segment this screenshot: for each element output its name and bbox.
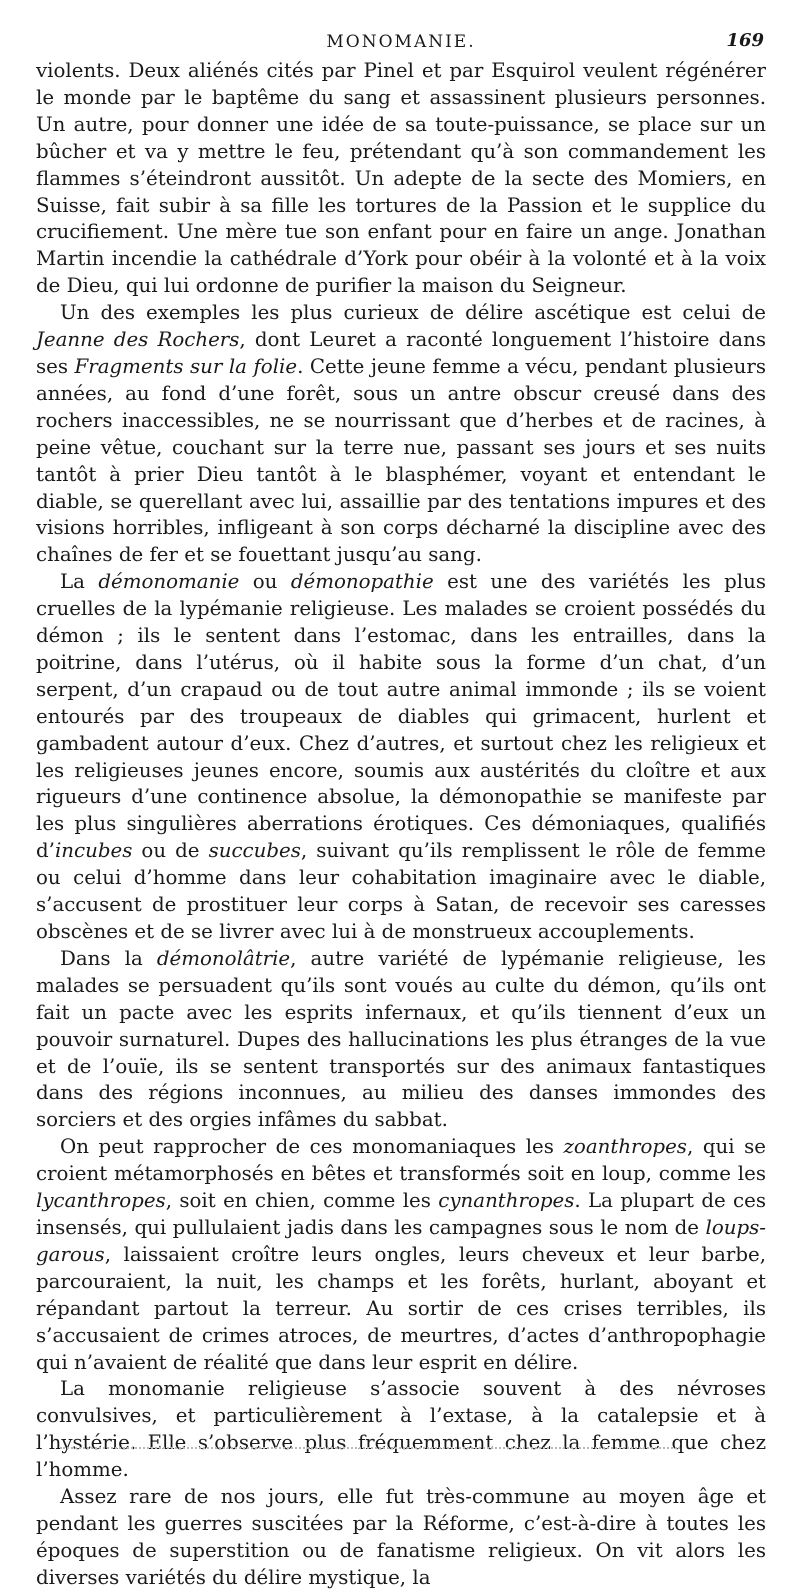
- italic-term: lycanthropes: [36, 1189, 166, 1213]
- page-header: [36, 28, 766, 58]
- text-run: est une des variétés les plus cruelles de la lypémanie religieuse. Les malades se croient possédés du démon ; ils le sentent dans l’estomac, dans les entrailles, dans la poitrine, dans l’utérus, où il habite sous la forme d’un chat, d’un serpent, d’un crapaud ou de tout autre animal immonde ; ils se voient entourés par des troupeaux de diables qui grimacent, hurlent et gambadent autour d’eux. Chez d’autres, et surtout chez les religieux et les religieuses jeunes encore, soumis aux austérités du cloître et aux rigueurs d’une continence absolue, la démonopathie se manifeste par les plus singulières aberrations érotiques. Ces démoniaques, qualifiés d’: [36, 570, 766, 863]
- text-run: , autre variété de lypémanie religieuse, les malades se persuadent qu’ils sont voués au culte du démon, qu’ils ont fait un pacte avec les esprits infernaux, et qu’ils tiennent d’eux un pouvoir surnaturel. Dupes des hallucinations les plus étranges de la vue et de l’ouïe, ils se sentent transportés sur des animaux fantastiques dans des régions inconnues, au milieu des danses immondes des sorciers et des orgies infâmes du sabbat.: [36, 946, 766, 1132]
- italic-term: démonomanie: [98, 570, 240, 594]
- text-run: , suivant qu’ils remplissent le rôle de femme ou celui d’homme dans leur cohabitation imaginaire avec le diable, s’accusent de prostituer leur corps à Satan, de recevoir ses caresses obscènes et de se livrer avec lui à de monstrueux accouplements.: [36, 839, 766, 943]
- paragraph: [36, 1134, 766, 1376]
- paragraph: [36, 58, 766, 300]
- text-run: ou de: [132, 839, 209, 863]
- text-run: ou: [239, 570, 291, 594]
- running-title: MONOMANIE.: [326, 32, 476, 52]
- italic-term: cynanthropes: [438, 1189, 575, 1213]
- text-run: La: [60, 570, 99, 594]
- paragraph: [36, 1376, 766, 1484]
- italic-term: loups-garous: [36, 1215, 766, 1266]
- italic-term: démonolâtrie: [156, 946, 291, 970]
- text-run: On peut rapprocher de ces monomaniaques les: [60, 1135, 564, 1159]
- bottom-print-artifact: [60, 1447, 680, 1449]
- text-run: . Cette jeune femme a vécu, pendant plusieurs années, au fond d’une forêt, sous un antre obscur creusé dans des rochers inaccessibles, ne se nourrissant que d’herbes et de racines, à peine vêtue, couchant sur la terre nue, passant ses jours et ses nuits tantôt à prier Dieu tantôt à le blasphémer, voyant et entendant le diable, se querellant avec lui, assaillie par des tentations impures et des visions horribles, infligeant à son corps décharné la discipline avec des chaînes de fer et se fouettant jusqu’au sang.: [36, 354, 766, 567]
- text-run: . La plupart de ces insensés, qui pullulaient jadis dans les campagnes sous le nom de: [36, 1189, 766, 1239]
- paragraph: [36, 1484, 766, 1592]
- italic-term: zoanthropes: [563, 1135, 687, 1159]
- text-run: violents. Deux aliénés cités par Pinel et par Esquirol veulent régénérer le monde par le baptême du sang et assassinent plusieurs personnes. Un autre, pour donner une idée de sa toute-puissance, se place sur un bûcher et va y mettre le feu, prétendant qu’à son commandement les flammes s’éteindront aussitôt. Un adepte de la secte des Momiers, en Suisse, fait subir à sa fille les tortures de la Passion et le supplice du crucifiement. Une mère tue son enfant pour en faire un ange. Jonathan Martin incendie la cathédrale d’York pour obéir à la volonté et à la voix de Dieu, qui lui ordonne de purifier la maison du Seigneur.: [36, 59, 766, 298]
- page-number: 169: [726, 30, 764, 51]
- body-text: [36, 58, 766, 1592]
- text-run: , dont Leuret a raconté longuement l’histoire dans ses: [36, 328, 766, 378]
- text-run: , laissaient croître leurs ongles, leurs cheveux et leur barbe, parcouraient, la nuit, les champs et les forêts, hurlant, aboyant et répandant partout la terreur. Au sortir de ces crises terribles, ils s’accusaient de crimes atroces, de meurtres, d’actes d’anthropophagie qui n’avaient de réalité que dans leur esprit en délire.: [36, 1242, 766, 1374]
- text-run: Un des exemples les plus curieux de délire ascétique est celui de: [60, 301, 766, 325]
- paragraph: [36, 569, 766, 946]
- italic-term: Jeanne des Rochers: [36, 328, 240, 352]
- text-run: Assez rare de nos jours, elle fut très-commune au moyen âge et pendant les guerres suscitées par la Réforme, c’est-à-dire à toutes les époques de superstition ou de fanatisme religieux. On vit alors les diverses variétés du délire mystique, la: [36, 1485, 766, 1589]
- italic-term: Fragments sur la folie: [74, 354, 298, 378]
- italic-term: succubes: [208, 839, 301, 863]
- italic-term: démonopathie: [290, 570, 434, 594]
- text-run: , qui se croient métamorphosés en bêtes et transformés soit en loup, comme les: [36, 1135, 766, 1186]
- text-run: , soit en chien, comme les: [165, 1189, 439, 1213]
- text-run: La monomanie religieuse s’associe souvent à des névroses convulsives, et particulièrement à l’extase, à la catalepsie et à l’hystérie. Elle s’observe plus fréquemment chez la femme que chez l’homme.: [36, 1377, 766, 1482]
- paragraph: [36, 300, 766, 569]
- italic-term: incubes: [54, 839, 133, 863]
- text-run: Dans la: [60, 946, 157, 970]
- paragraph: [36, 946, 766, 1134]
- book-page: [36, 28, 766, 1592]
